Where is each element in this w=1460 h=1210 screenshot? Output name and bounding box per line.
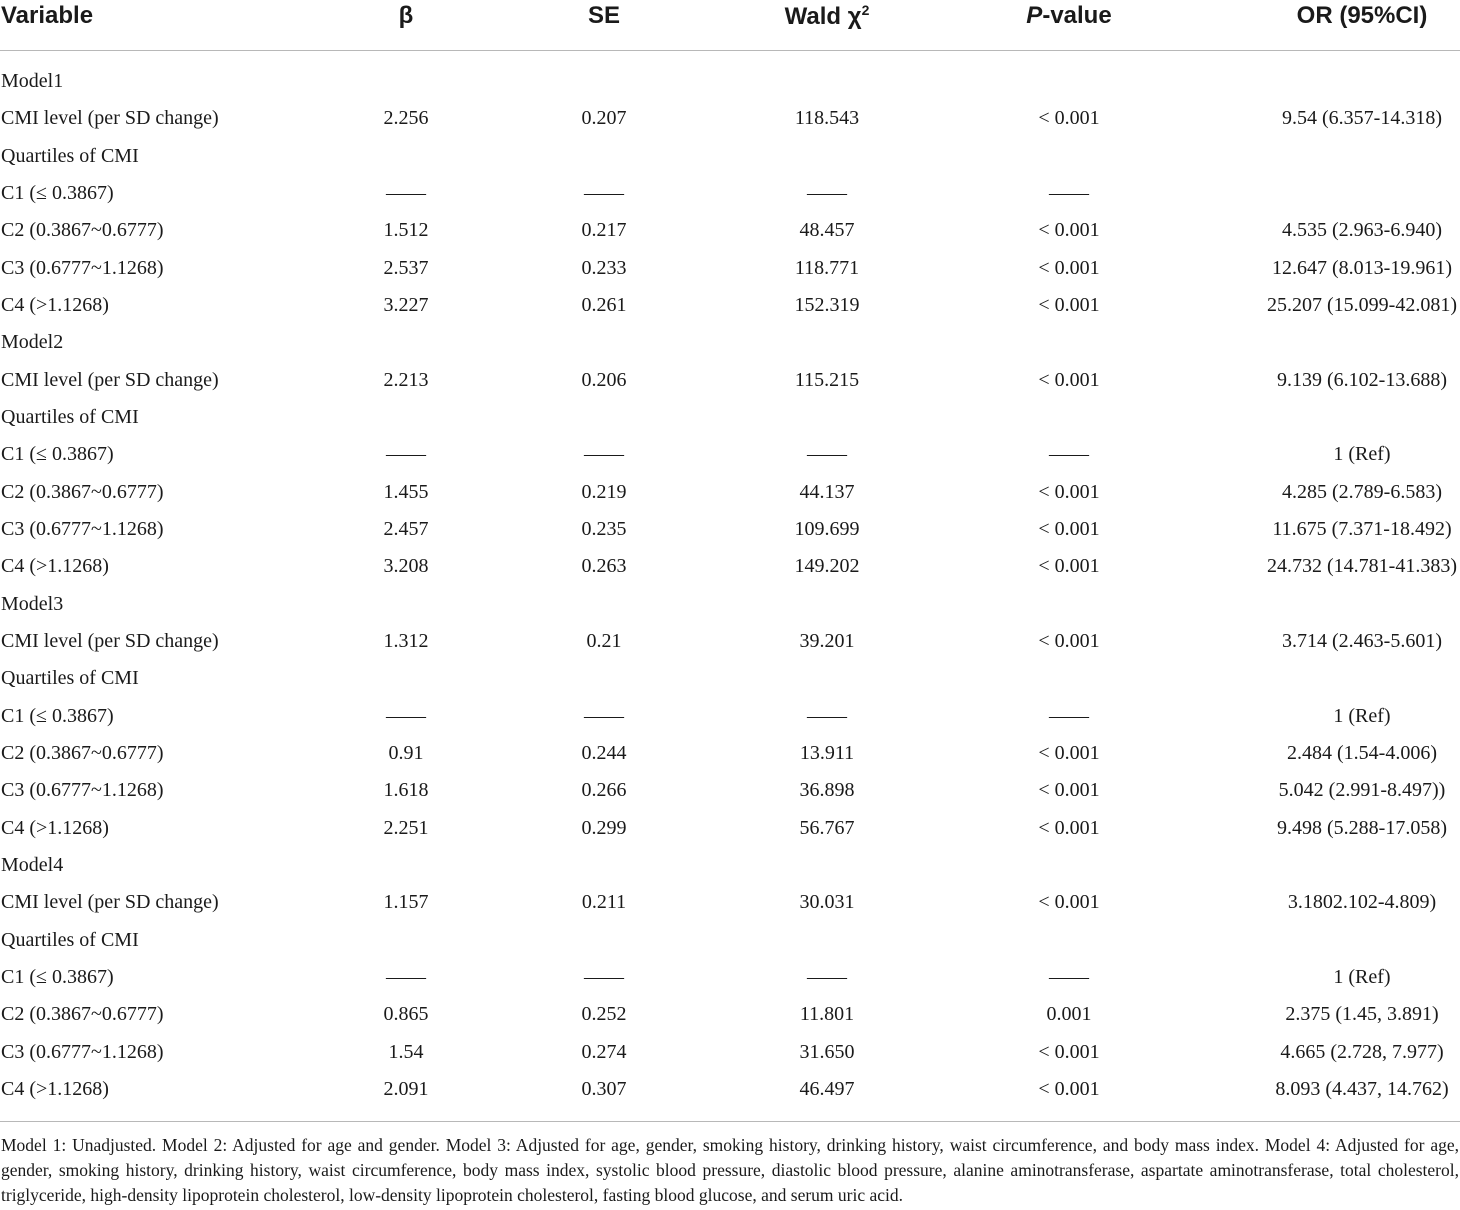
- cell-beta: 1.512: [383, 219, 429, 242]
- cell-beta: ——: [386, 965, 426, 988]
- cell-variable: C3 (0.6777~1.1268): [1, 1040, 164, 1063]
- table-row: [0, 1071, 1460, 1108]
- cell-wald: 31.650: [799, 1040, 855, 1063]
- header-p-value: [1026, 2, 1111, 30]
- cell-or: 9.54 (6.357-14.318): [1282, 107, 1442, 130]
- cell-or: 1 (Ref): [1333, 965, 1391, 988]
- cell-or: 4.285 (2.789-6.583): [1282, 480, 1442, 503]
- cell-p-value: ——: [1049, 704, 1089, 727]
- table-row: [0, 698, 1460, 735]
- cell-variable: C4 (>1.1268): [1, 1077, 109, 1100]
- header-divider: [0, 50, 1460, 51]
- cell-p-value: < 0.001: [1038, 517, 1100, 540]
- table-footnote: Model 1: Unadjusted. Model 2: Adjusted for age and gender. Model 3: Adjusted for age, gender, smoking history, drinking history, waist circumference, and body mass index. Model 4: Adjusted for age, gender, smoking history, drinking history, waist circumference, body mass index, systolic blood pressure, diastolic blood pressure, alanine aminotransferase, aspartate aminotransferase, total cholesterol, triglyceride, high-density lipoprotein cholesterol, low-density lipoprotein cholesterol, fasting blood glucose, and serum uric acid.: [1, 1135, 1459, 1205]
- cell-variable: C4 (>1.1268): [1, 816, 109, 839]
- cell-beta: 3.227: [383, 293, 429, 316]
- cell-p-value: < 0.001: [1038, 256, 1100, 279]
- cell-se: ——: [584, 965, 624, 988]
- table-row: [0, 623, 1460, 660]
- table-row: [0, 436, 1460, 473]
- cell-variable: Model4: [1, 853, 64, 876]
- cell-wald: 13.911: [799, 741, 855, 764]
- cell-p-value: ——: [1049, 181, 1089, 204]
- table-row: [0, 63, 1460, 100]
- cell-se: 0.252: [581, 1003, 627, 1026]
- cell-variable: C3 (0.6777~1.1268): [1, 256, 164, 279]
- cell-wald: ——: [807, 965, 847, 988]
- cell-beta: 2.537: [383, 256, 429, 279]
- table-row: [0, 250, 1460, 287]
- cell-beta: 1.54: [388, 1040, 424, 1063]
- table-row: [0, 511, 1460, 548]
- cell-se: 0.244: [581, 741, 627, 764]
- cell-p-value: < 0.001: [1038, 1040, 1100, 1063]
- cell-beta: 0.865: [383, 1003, 429, 1026]
- cell-p-value: < 0.001: [1038, 219, 1100, 242]
- header-p-rest: -value: [1042, 2, 1112, 29]
- cell-variable: C2 (0.3867~0.6777): [1, 219, 164, 242]
- cell-p-value: < 0.001: [1038, 891, 1100, 914]
- cell-wald: ——: [807, 704, 847, 727]
- cell-beta: 2.256: [383, 107, 429, 130]
- cell-or: 4.665 (2.728, 7.977): [1280, 1040, 1444, 1063]
- cell-p-value: < 0.001: [1038, 1077, 1100, 1100]
- cell-beta: ——: [386, 443, 426, 466]
- table-row: [0, 362, 1460, 399]
- cell-beta: 3.208: [383, 555, 429, 578]
- cell-se: 0.206: [581, 368, 627, 391]
- table-row: [0, 212, 1460, 249]
- cell-p-value: < 0.001: [1038, 816, 1100, 839]
- cell-variable: C1 (≤ 0.3867): [1, 181, 114, 204]
- cell-p-value: ——: [1049, 965, 1089, 988]
- cell-wald: 115.215: [794, 368, 860, 391]
- cell-p-value: < 0.001: [1038, 293, 1100, 316]
- cell-p-value: < 0.001: [1038, 741, 1100, 764]
- table-row: [0, 959, 1460, 996]
- table-row: [0, 660, 1460, 697]
- table-bottom-divider: [0, 1121, 1460, 1122]
- cell-variable: Quartiles of CMI: [1, 144, 139, 167]
- cell-beta: 2.457: [383, 517, 429, 540]
- cell-wald: 109.699: [794, 517, 860, 540]
- table-row: [0, 548, 1460, 585]
- cell-or: 24.732 (14.781-41.383): [1267, 555, 1457, 578]
- cell-p-value: < 0.001: [1038, 629, 1100, 652]
- cell-variable: CMI level (per SD change): [1, 368, 219, 391]
- cell-beta: 1.455: [383, 480, 429, 503]
- cell-variable: C3 (0.6777~1.1268): [1, 517, 164, 540]
- cell-variable: C4 (>1.1268): [1, 293, 109, 316]
- cell-wald: 118.771: [794, 256, 860, 279]
- cell-variable: C1 (≤ 0.3867): [1, 704, 114, 727]
- header-beta: β: [398, 2, 414, 29]
- cell-or: 3.714 (2.463-5.601): [1282, 629, 1442, 652]
- table-row: [0, 399, 1460, 436]
- cell-p-value: < 0.001: [1038, 555, 1100, 578]
- cell-beta: 1.157: [383, 891, 429, 914]
- cell-se: 0.219: [581, 480, 627, 503]
- cell-se: 0.21: [586, 629, 622, 652]
- cell-or: 8.093 (4.437, 14.762): [1275, 1077, 1449, 1100]
- cell-beta: 1.312: [383, 629, 429, 652]
- table-row: [0, 175, 1460, 212]
- cell-wald: ——: [807, 181, 847, 204]
- cell-wald: 152.319: [794, 293, 860, 316]
- cell-p-value: ——: [1049, 443, 1089, 466]
- cell-se: 0.266: [581, 779, 627, 802]
- cell-p-value: < 0.001: [1038, 368, 1100, 391]
- cell-variable: Model1: [1, 70, 64, 92]
- table-row: [0, 138, 1460, 175]
- cell-variable: C2 (0.3867~0.6777): [1, 480, 164, 503]
- table-header: [0, 0, 1460, 50]
- header-or: OR (95%CI): [1296, 2, 1428, 29]
- cell-se: 0.274: [581, 1040, 627, 1063]
- cell-or: 5.042 (2.991-8.497)): [1278, 779, 1446, 802]
- cell-or: 1 (Ref): [1333, 704, 1391, 727]
- cell-wald: 48.457: [799, 219, 855, 242]
- cell-or: 12.647 (8.013-19.961): [1272, 256, 1452, 279]
- cell-se: 0.307: [581, 1077, 627, 1100]
- cell-wald: 118.543: [794, 107, 860, 130]
- cell-variable: C2 (0.3867~0.6777): [1, 1003, 164, 1026]
- cell-se: 0.263: [581, 555, 627, 578]
- cell-or: 2.375 (1.45, 3.891): [1285, 1003, 1439, 1026]
- cell-wald: 44.137: [799, 480, 855, 503]
- cell-se: ——: [584, 181, 624, 204]
- cell-p-value: 0.001: [1046, 1003, 1092, 1026]
- cell-or: 11.675 (7.371-18.492): [1272, 517, 1452, 540]
- cell-p-value: < 0.001: [1038, 480, 1100, 503]
- cell-wald: 30.031: [799, 891, 855, 914]
- cell-or: 3.1802.102-4.809): [1287, 891, 1437, 914]
- cell-wald: ——: [807, 443, 847, 466]
- cell-se: 0.211: [581, 891, 627, 914]
- table-row: [0, 287, 1460, 324]
- table-row: [0, 324, 1460, 361]
- cell-or: 2.484 (1.54-4.006): [1287, 741, 1437, 764]
- header-wald-superscript: 2: [861, 2, 870, 18]
- cell-variable: Quartiles of CMI: [1, 667, 139, 690]
- cell-variable: Quartiles of CMI: [1, 405, 139, 428]
- cell-beta: 2.251: [383, 816, 429, 839]
- table-row: [0, 1034, 1460, 1071]
- table-row: [0, 996, 1460, 1033]
- cell-beta: 1.618: [383, 779, 429, 802]
- cell-p-value: < 0.001: [1038, 107, 1100, 130]
- table-row: [0, 474, 1460, 511]
- table-row: [0, 772, 1460, 809]
- cell-wald: 39.201: [799, 629, 855, 652]
- cell-se: ——: [584, 443, 624, 466]
- cell-wald: 11.801: [799, 1003, 855, 1026]
- header-wald-label: Wald χ: [784, 3, 862, 30]
- cell-se: 0.217: [581, 219, 627, 242]
- cell-variable: CMI level (per SD change): [1, 891, 219, 914]
- cell-wald: 46.497: [799, 1077, 855, 1100]
- table-row: [0, 810, 1460, 847]
- cell-se: 0.235: [581, 517, 627, 540]
- cell-or: 9.498 (5.288-17.058): [1277, 816, 1447, 839]
- cell-wald: 56.767: [799, 816, 855, 839]
- table-row: [0, 735, 1460, 772]
- cell-or: 9.139 (6.102-13.688): [1277, 368, 1447, 391]
- cell-beta: ——: [386, 704, 426, 727]
- table-row: [0, 884, 1460, 921]
- cell-se: 0.233: [581, 256, 627, 279]
- cell-variable: Model2: [1, 331, 64, 354]
- cell-beta: 2.213: [383, 368, 429, 391]
- cell-wald: 149.202: [794, 555, 860, 578]
- cell-or: 25.207 (15.099-42.081): [1267, 293, 1457, 316]
- cell-beta: 0.91: [388, 741, 424, 764]
- cell-or: 1 (Ref): [1333, 443, 1391, 466]
- cell-variable: C1 (≤ 0.3867): [1, 965, 114, 988]
- cell-wald: 36.898: [799, 779, 855, 802]
- cell-variable: C2 (0.3867~0.6777): [1, 741, 164, 764]
- cell-variable: C1 (≤ 0.3867): [1, 443, 114, 466]
- cell-beta: ——: [386, 181, 426, 204]
- header-se: SE: [587, 2, 621, 29]
- cell-variable: C4 (>1.1268): [1, 555, 109, 578]
- cell-variable: Quartiles of CMI: [1, 928, 139, 951]
- cell-variable: Model3: [1, 592, 64, 615]
- cell-se: 0.261: [581, 293, 627, 316]
- cell-se: ——: [584, 704, 624, 727]
- cell-se: 0.207: [581, 107, 627, 130]
- cell-p-value: < 0.001: [1038, 779, 1100, 802]
- cell-variable: C3 (0.6777~1.1268): [1, 779, 164, 802]
- table-row: [0, 922, 1460, 959]
- cell-beta: 2.091: [383, 1077, 429, 1100]
- table-row: [0, 586, 1460, 623]
- cell-or: 4.535 (2.963-6.940): [1282, 219, 1442, 242]
- header-wald: [785, 2, 870, 31]
- cell-variable: CMI level (per SD change): [1, 629, 219, 652]
- table-row: [0, 100, 1460, 137]
- cell-se: 0.299: [581, 816, 627, 839]
- header-variable: Variable: [1, 2, 94, 29]
- cell-variable: CMI level (per SD change): [1, 107, 219, 130]
- header-p-italic: P: [1026, 2, 1043, 29]
- table-row: [0, 847, 1460, 884]
